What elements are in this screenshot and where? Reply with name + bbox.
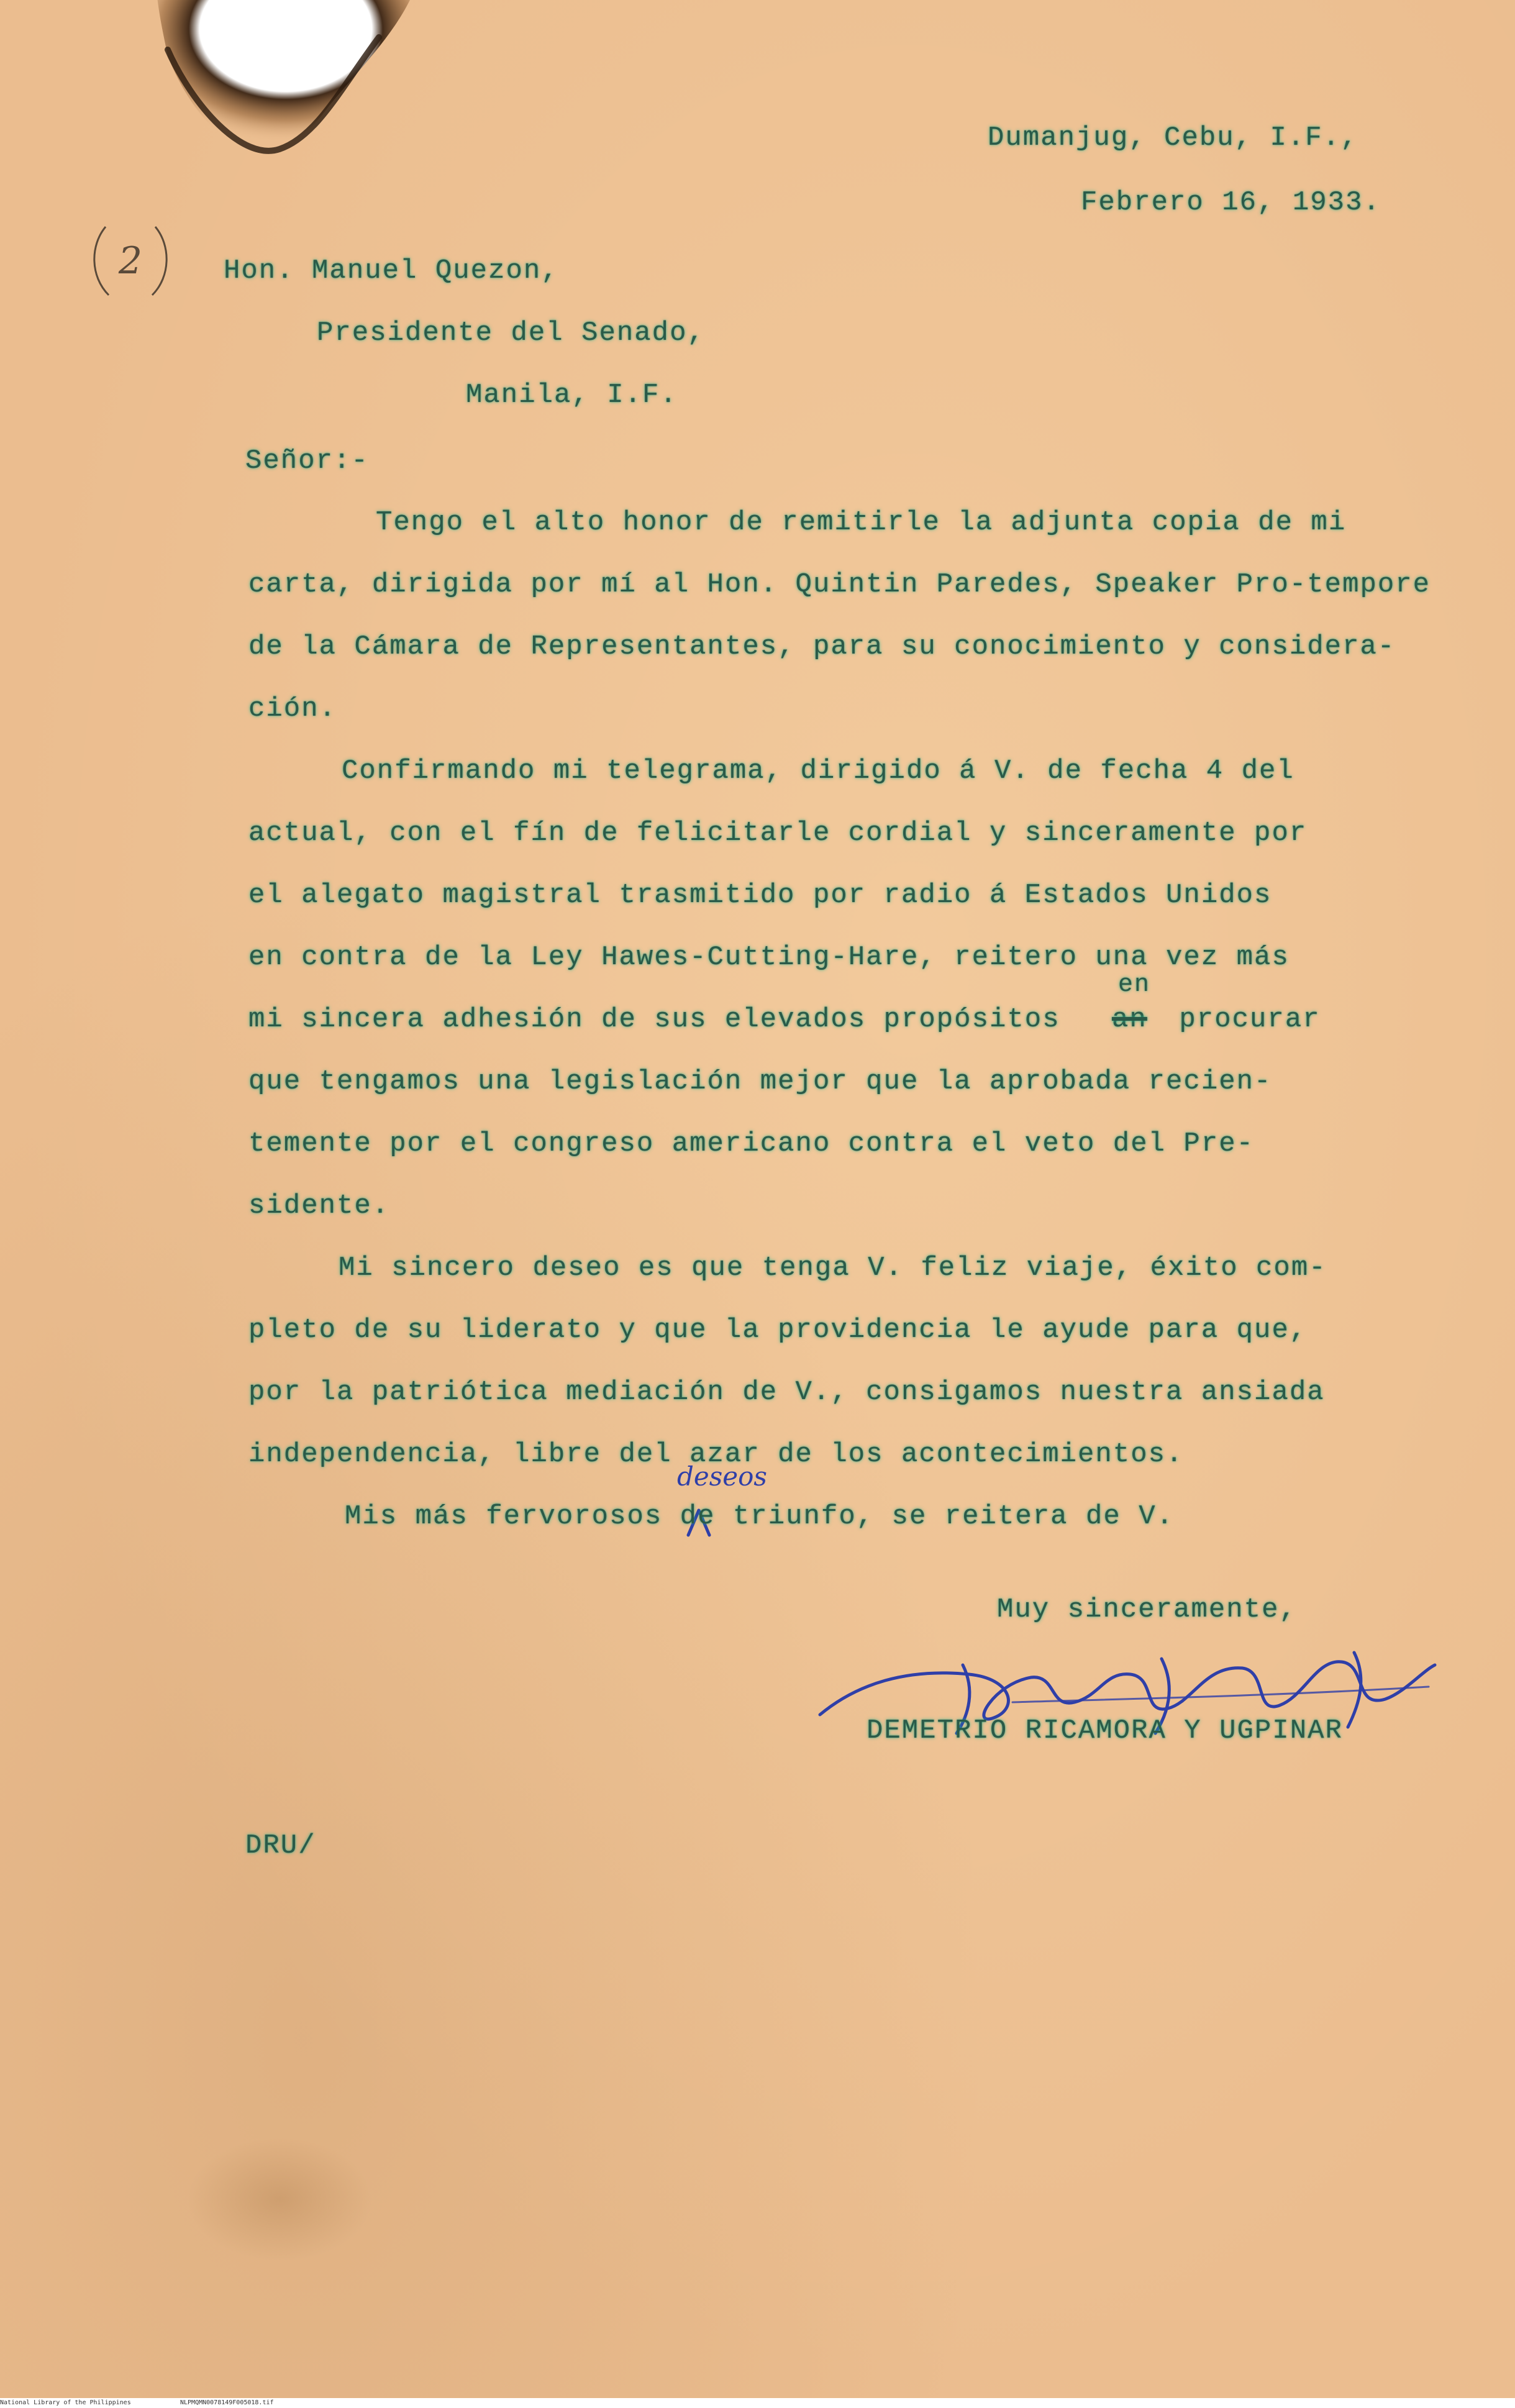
body-line-6: actual, con el fín de felicitarle cordial y sinceramente por (248, 818, 1308, 849)
body-line-10: que tengamos una legislación mejor que la aprobada recien- (248, 1066, 1272, 1097)
body-line-8: en contra de la Ley Hawes-Cutting-Hare, reitero una vez más (248, 942, 1290, 973)
body-line-12: sidente. (248, 1190, 390, 1221)
letter-date: Febrero 16, 1933. (1081, 187, 1381, 218)
page-number-mark (87, 221, 174, 301)
page-mark-text: 2 (118, 239, 143, 283)
struck-text: an (1112, 1004, 1147, 1035)
body-line-16: independencia, libre del azar de los acontecimientos. (248, 1439, 1184, 1470)
recipient-title: Presidente del Senado, (317, 317, 705, 349)
typist-initials: DRU/ (245, 1830, 316, 1861)
body-line-17: Mis más fervorosos de triunfo, se reitera de V. (345, 1501, 1175, 1532)
body-line-9-end: procurar (1162, 1004, 1321, 1035)
body-line-15: por la patriótica mediación de V., consigamos nuestra ansiada (248, 1377, 1325, 1408)
correction-above: en (1118, 971, 1151, 999)
recipient-name: Hon. Manuel Quezon, (224, 255, 559, 286)
handwritten-insertion: deseos (677, 1461, 767, 1492)
body-line-2: carta, dirigida por mí al Hon. Quintin Paredes, Speaker Pro-tempore (248, 569, 1431, 600)
footer-library: National Library of the Philippines (0, 2399, 131, 2406)
recipient-city: Manila, I.F. (466, 380, 678, 411)
body-line-7: el alegato magistral trasmitido por radio á Estados Unidos (248, 880, 1272, 911)
body-line-3: de la Cámara de Representantes, para su conocimiento y considera- (248, 631, 1396, 662)
body-line-14: pleto de su liderato y que la providencia le ayude para que, (248, 1315, 1308, 1346)
body-line-5: Confirmando mi telegrama, dirigido á V. de fecha 4 del (342, 755, 1294, 787)
closing: Muy sinceramente, (997, 1594, 1297, 1625)
signer-name: DEMETRIO RICAMORA Y UGPINAR (867, 1715, 1343, 1746)
body-line-1: Tengo el alto honor de remitirle la adjunta copia de mi (376, 507, 1347, 538)
paper-stain (186, 2137, 373, 2261)
body-line-9: mi sincera adhesión de sus elevados propósitos (248, 1004, 1078, 1035)
letter-place: Dumanjug, Cebu, I.F., (988, 122, 1358, 153)
body-line-4: ción. (248, 693, 337, 724)
footer-file-id: NLPMQMN0078149F005018.tif (180, 2399, 274, 2406)
body-line-13: Mi sincero deseo es que tenga V. feliz viaje, éxito com- (339, 1252, 1327, 1284)
body-line-11: temente por el congreso americano contra el veto del Pre- (248, 1128, 1255, 1159)
burn-mark (155, 0, 416, 186)
salutation: Señor:- (245, 445, 369, 477)
